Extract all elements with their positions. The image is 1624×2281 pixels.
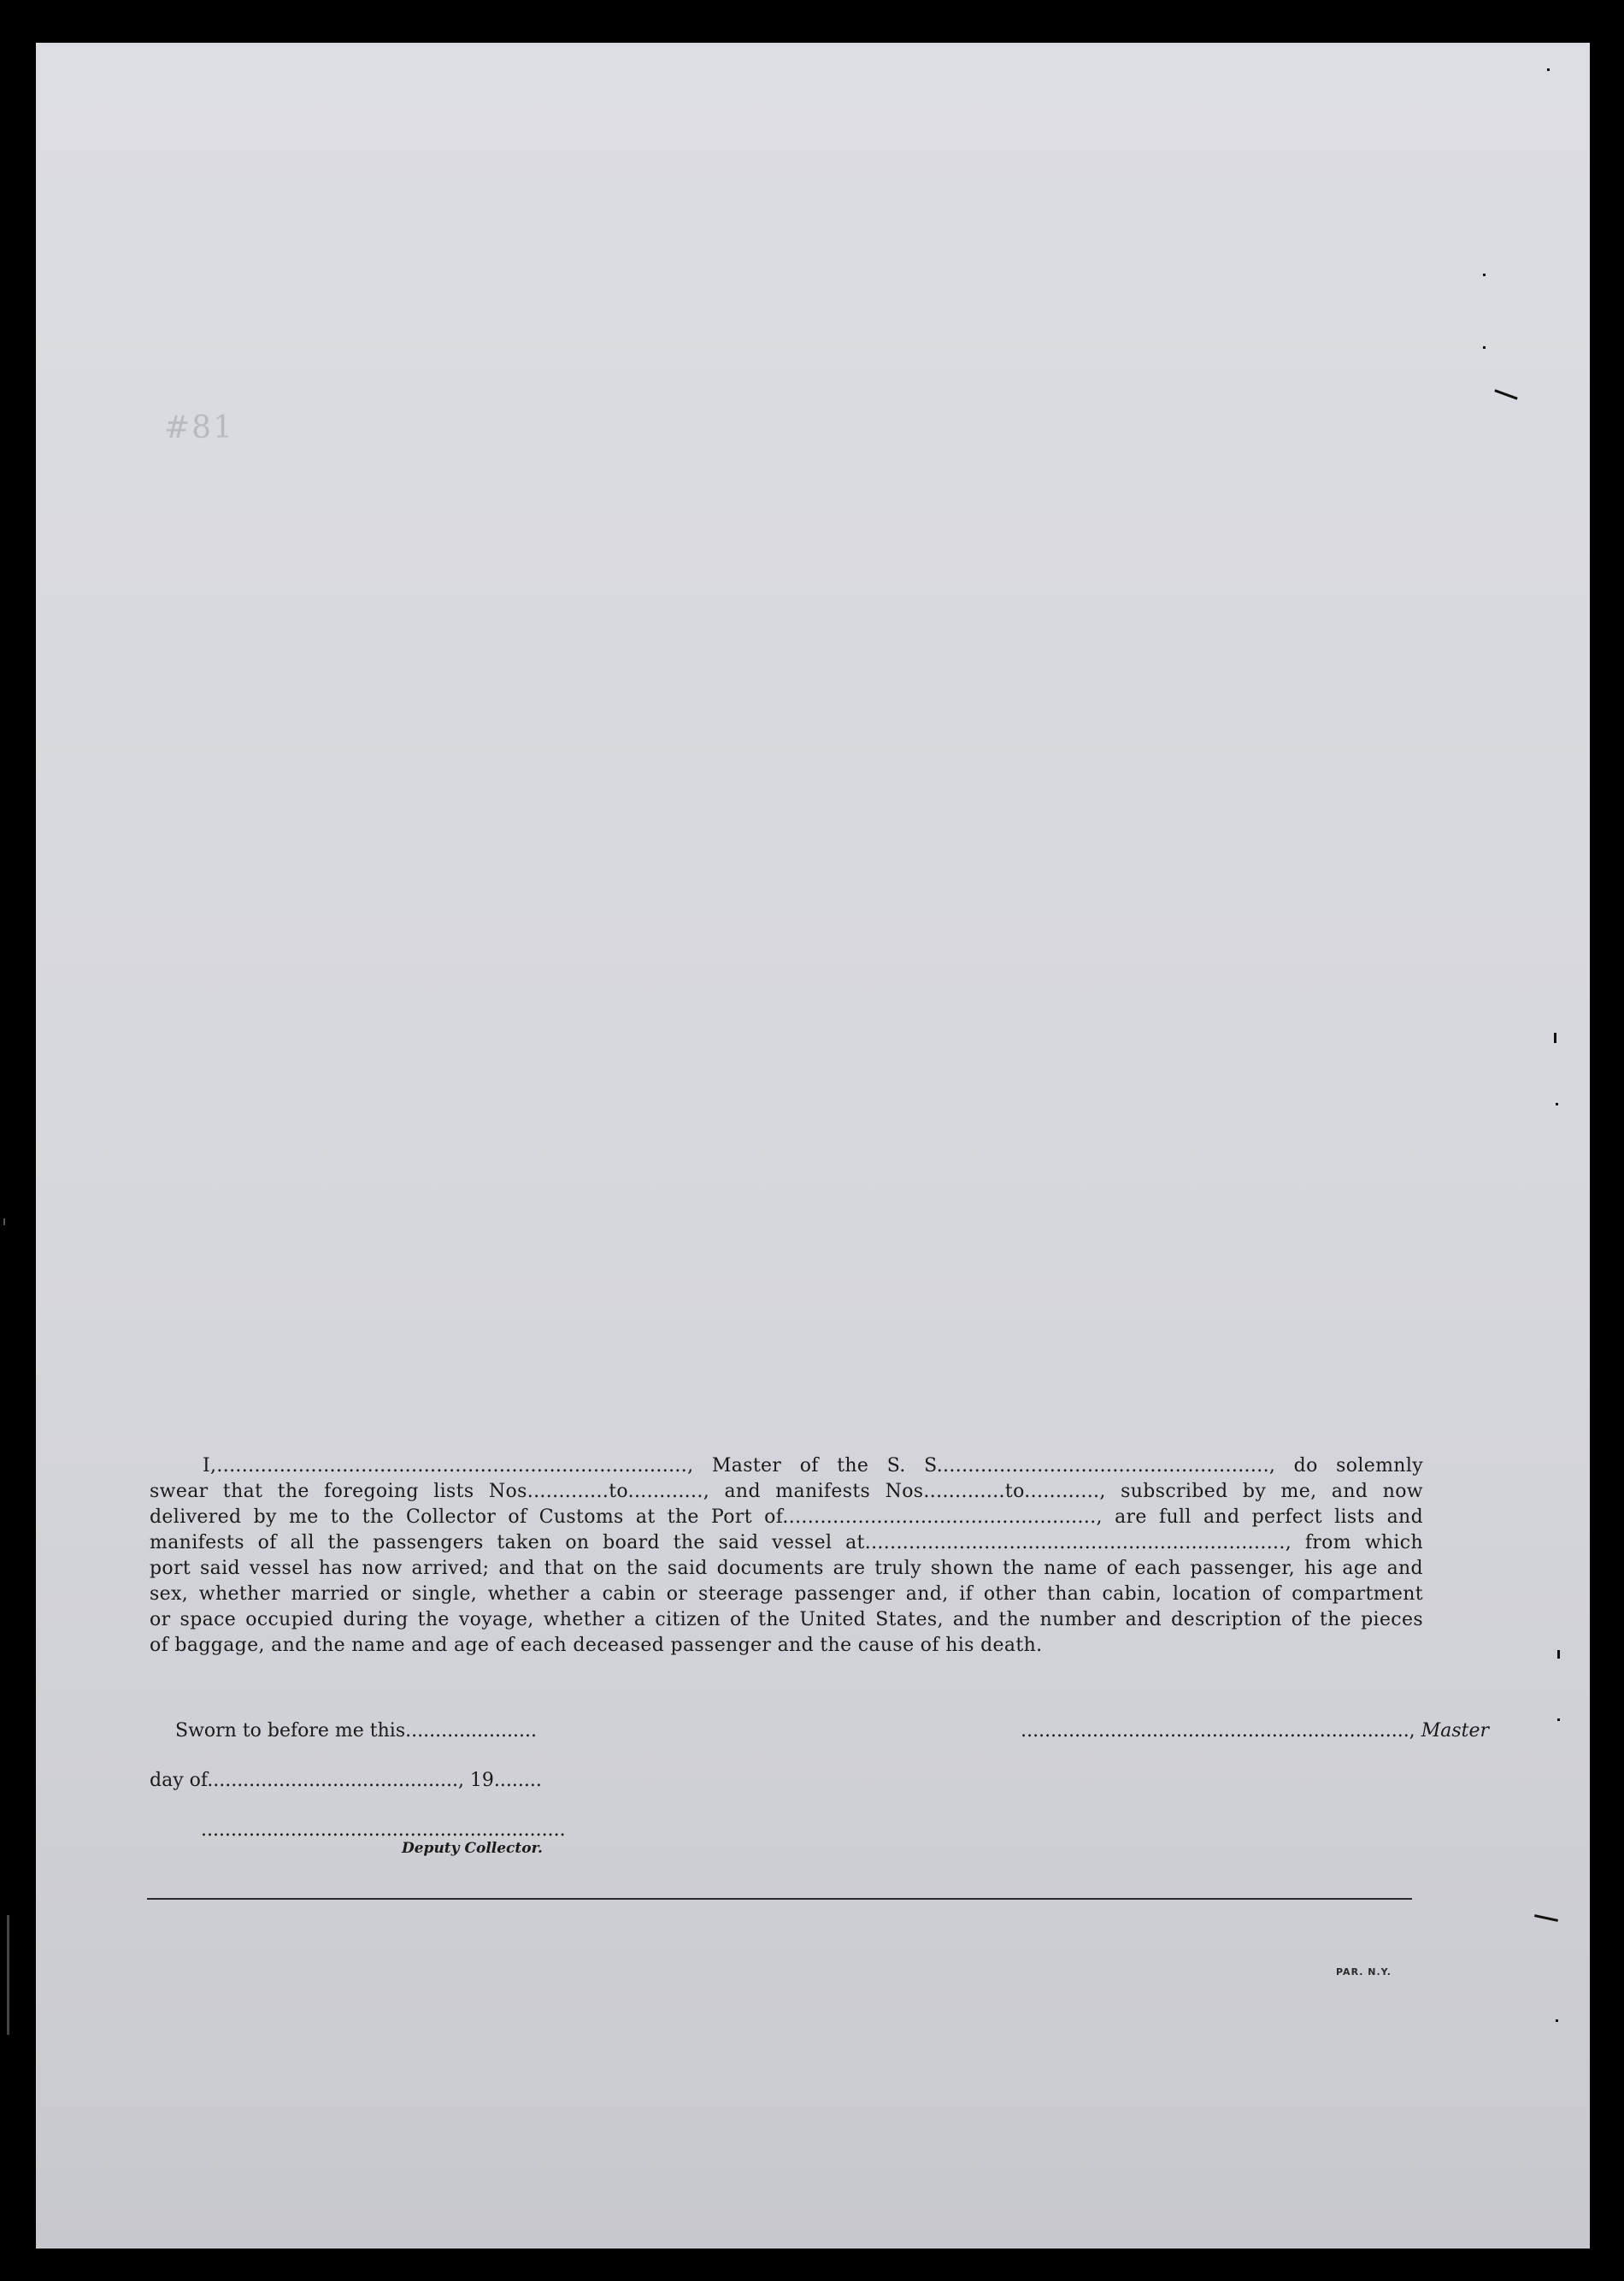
scan-mark [1556,2019,1558,2022]
oath-line: delivered by me to the Collector of Customs at the Port of.................................................., are full and perfect lists and [150,1506,1423,1528]
oath-line: swear that the foregoing lists Nos.............to............, and manifests Nos.............to............, subscribed by me, and now [150,1481,1423,1502]
bottom-rule [147,1898,1412,1900]
master-signature-dots: ................................................................., [1021,1720,1415,1742]
oath-line: port said vessel has now arrived; and that on the said documents are truly shown the name of each passenger, his age and [150,1558,1423,1579]
oath-line: I,..........................................................................., Master of the S. S....................................................., do solemnly [203,1455,1423,1476]
scan-mark [1556,1103,1558,1105]
oath-paragraph [150,1453,1423,1659]
sworn-before-line: Sworn to before me this...................... [175,1720,537,1742]
scan-mark [1547,68,1550,71]
scan-mark [7,1915,9,2035]
scan-mark [1557,1650,1560,1659]
oath-line: or space occupied during the voyage, whether a citizen of the United States, and the number and description of the pieces [150,1609,1423,1630]
scan-mark [1483,274,1486,276]
oath-line: sex, whether married or single, whether a cabin or steerage passenger and, if other than cabin, location of compartment [150,1583,1423,1605]
manifest-page [36,43,1590,2249]
oath-line: of baggage, and the name and age of each deceased passenger and the cause of his death. [150,1635,1043,1656]
deputy-collector-label: Deputy Collector. [402,1840,543,1857]
deputy-signature-dots: ............................................................. [201,1819,566,1841]
printer-mark: PAR. N.Y. [1336,1966,1392,1977]
scan-mark [1557,1718,1560,1721]
faint-stamp-mark: #81 [164,410,234,445]
scan-mark [1483,346,1486,349]
master-signature-line [1021,1720,1489,1742]
oath-line: manifests of all the passengers taken on board the said vessel at..................................................................., from which [150,1532,1423,1553]
scan-mark [1554,1033,1556,1043]
scan-mark [3,1218,5,1225]
day-of-line: day of.........................................., 19........ [150,1770,542,1791]
master-label: Master [1421,1720,1489,1742]
